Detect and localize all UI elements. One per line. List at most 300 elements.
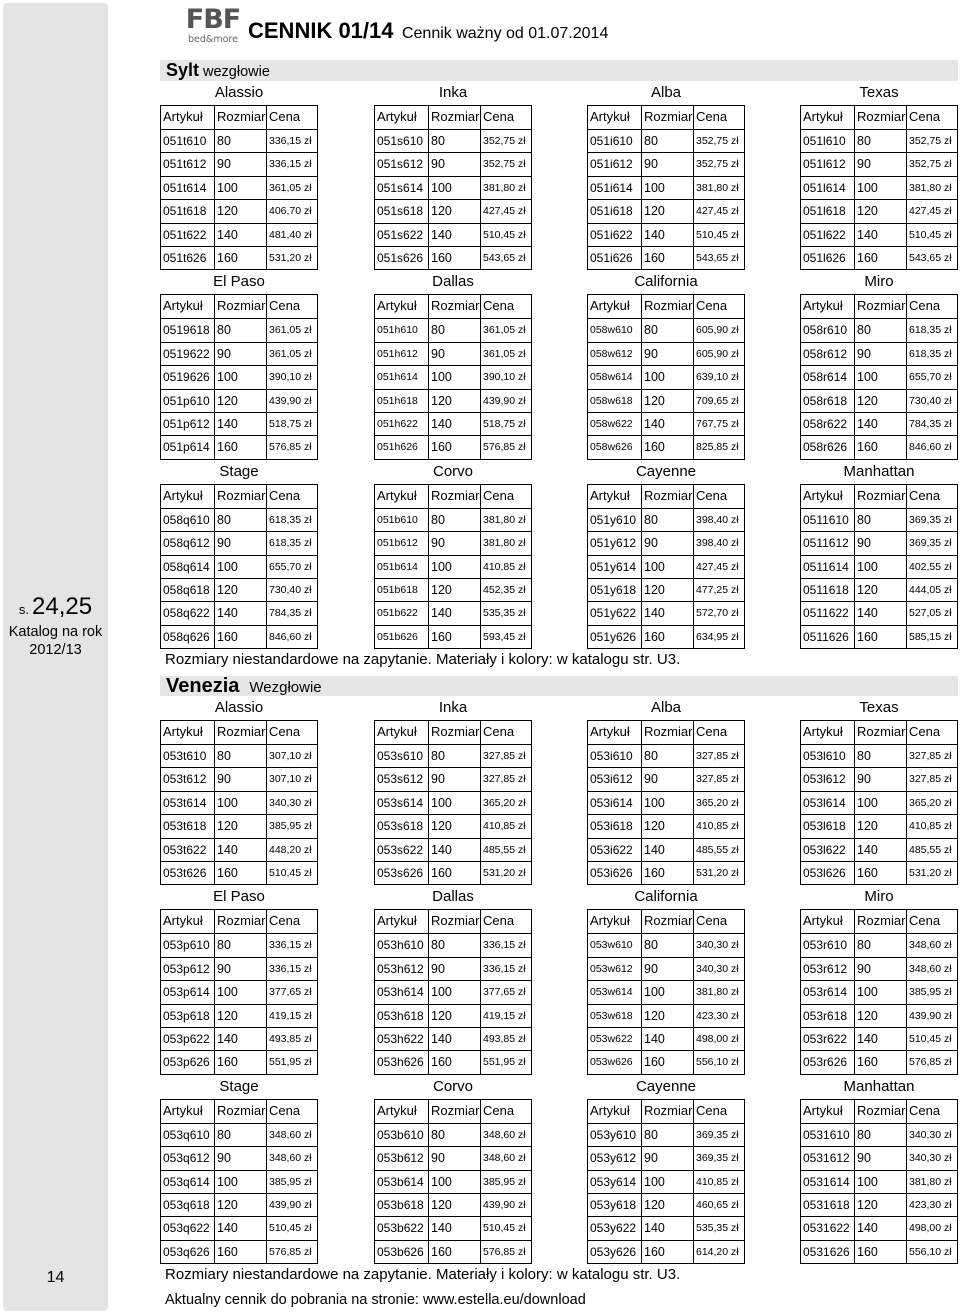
model-name: California bbox=[634, 888, 698, 906]
size-value: 100 bbox=[429, 366, 481, 388]
article-code: 0519622 bbox=[161, 343, 215, 365]
table-row bbox=[588, 1146, 744, 1169]
price-table-group bbox=[587, 696, 745, 885]
table-row bbox=[801, 1170, 957, 1193]
size-value: 80 bbox=[855, 509, 907, 531]
price-value: 485,55 zł bbox=[909, 843, 952, 856]
article-code: 058r614 bbox=[801, 366, 855, 388]
price-value: 336,15 zł bbox=[269, 158, 312, 171]
table-row bbox=[588, 767, 744, 790]
size-value: 140 bbox=[642, 1028, 694, 1050]
article-code: 053s612 bbox=[375, 768, 429, 790]
size-value: 160 bbox=[855, 862, 907, 884]
table-row bbox=[588, 389, 744, 412]
size-value: 120 bbox=[642, 579, 694, 601]
model-block bbox=[160, 270, 958, 459]
table-row bbox=[801, 957, 957, 980]
model-name: California bbox=[634, 273, 698, 291]
price-value: 605,90 zł bbox=[696, 324, 739, 337]
price-value: 377,65 zł bbox=[483, 986, 526, 999]
article-code: 053b612 bbox=[375, 1147, 429, 1169]
article-code: 053t610 bbox=[161, 745, 215, 767]
table-header-row bbox=[588, 910, 744, 933]
size-value: 90 bbox=[215, 532, 267, 554]
column-header-size: Rozmiar bbox=[855, 485, 907, 508]
table-row bbox=[588, 435, 744, 458]
size-value: 160 bbox=[215, 1051, 267, 1073]
size-value: 100 bbox=[855, 792, 907, 814]
size-value: 100 bbox=[429, 177, 481, 199]
article-code: 051b612 bbox=[375, 532, 429, 554]
article-code: 051h614 bbox=[375, 366, 429, 388]
price-value: 730,40 zł bbox=[909, 394, 952, 407]
article-code: 058q614 bbox=[161, 556, 215, 578]
article-code: 053t622 bbox=[161, 839, 215, 861]
article-code: 053w612 bbox=[588, 958, 642, 980]
table-row bbox=[375, 767, 531, 790]
price-table-group bbox=[374, 270, 532, 459]
price-value: 398,40 zł bbox=[696, 513, 739, 526]
size-value: 120 bbox=[855, 1005, 907, 1027]
price-value: 365,20 zł bbox=[696, 796, 739, 809]
model-name: Inka bbox=[438, 84, 468, 101]
price-value: 493,85 zł bbox=[483, 1032, 526, 1045]
article-code: 058r626 bbox=[801, 436, 855, 458]
column-header-article: Artykuł bbox=[801, 106, 855, 129]
table-row bbox=[375, 176, 531, 199]
column-header-article: Artykuł bbox=[375, 910, 429, 933]
table-row bbox=[161, 933, 317, 956]
article-code: 053p622 bbox=[161, 1028, 215, 1050]
price-value: 784,35 zł bbox=[909, 417, 952, 430]
article-code: 053p618 bbox=[161, 1005, 215, 1027]
price-value: 543,65 zł bbox=[696, 251, 739, 264]
article-code: 058q618 bbox=[161, 579, 215, 601]
size-value: 160 bbox=[215, 1241, 267, 1263]
table-row bbox=[801, 980, 957, 1003]
price-table bbox=[160, 105, 318, 270]
price-value: 618,35 zł bbox=[909, 324, 952, 337]
price-value: 576,85 zł bbox=[269, 1245, 312, 1258]
price-value: 307,10 zł bbox=[269, 773, 312, 786]
table-row bbox=[588, 555, 744, 578]
document-title: CENNIK 01/14 bbox=[248, 18, 394, 43]
article-code: 051t622 bbox=[161, 224, 215, 246]
price-value: 551,95 zł bbox=[483, 1056, 526, 1069]
price-value: 439,90 zł bbox=[909, 1009, 952, 1022]
column-header-size: Rozmiar bbox=[855, 721, 907, 744]
article-code: 0531618 bbox=[801, 1194, 855, 1216]
size-value: 90 bbox=[429, 768, 481, 790]
column-header-article: Artykuł bbox=[375, 106, 429, 129]
table-row bbox=[588, 508, 744, 531]
size-value: 160 bbox=[429, 1241, 481, 1263]
table-row bbox=[588, 531, 744, 554]
column-header-size: Rozmiar bbox=[215, 1100, 267, 1123]
size-value: 100 bbox=[855, 556, 907, 578]
table-row bbox=[588, 223, 744, 246]
table-row bbox=[375, 199, 531, 222]
size-value: 100 bbox=[215, 366, 267, 388]
price-value: 535,35 zł bbox=[696, 1222, 739, 1235]
table-row bbox=[375, 365, 531, 388]
price-value: 784,35 zł bbox=[269, 607, 312, 620]
price-value: 444,05 zł bbox=[909, 583, 952, 596]
model-name: El Paso bbox=[213, 273, 265, 291]
column-header-price: Cena bbox=[696, 487, 728, 503]
article-code: 053i626 bbox=[588, 862, 642, 884]
column-header-size: Rozmiar bbox=[215, 485, 267, 508]
article-code: 053i612 bbox=[588, 768, 642, 790]
size-value: 80 bbox=[215, 130, 267, 152]
column-header-article: Artykuł bbox=[161, 106, 215, 129]
size-value: 90 bbox=[855, 768, 907, 790]
article-code: 053h622 bbox=[375, 1028, 429, 1050]
table-row bbox=[801, 389, 957, 412]
table-row bbox=[801, 152, 957, 175]
price-table-group bbox=[587, 270, 745, 459]
size-value: 140 bbox=[215, 839, 267, 861]
table-row bbox=[375, 129, 531, 152]
column-header-article: Artykuł bbox=[161, 721, 215, 744]
price-value: 576,85 zł bbox=[909, 1056, 952, 1069]
article-code: 053y614 bbox=[588, 1171, 642, 1193]
catalog-year: 2012/13 bbox=[29, 642, 82, 658]
price-value: 381,80 zł bbox=[909, 181, 952, 194]
price-value: 639,10 zł bbox=[696, 371, 739, 384]
table-row bbox=[801, 1193, 957, 1216]
table-row bbox=[801, 342, 957, 365]
table-row bbox=[375, 318, 531, 341]
article-code: 051l614 bbox=[801, 177, 855, 199]
model-name: Corvo bbox=[432, 1077, 473, 1095]
size-value: 140 bbox=[642, 224, 694, 246]
price-value: 427,45 zł bbox=[696, 560, 739, 573]
size-value: 120 bbox=[642, 815, 694, 837]
article-code: 051s614 bbox=[375, 177, 429, 199]
size-value: 100 bbox=[855, 1171, 907, 1193]
article-code: 053y612 bbox=[588, 1147, 642, 1169]
table-row bbox=[588, 1193, 744, 1216]
column-header-article: Artykuł bbox=[588, 910, 642, 933]
price-value: 498,00 zł bbox=[696, 1032, 739, 1045]
size-value: 160 bbox=[855, 1051, 907, 1073]
price-table bbox=[587, 484, 745, 649]
size-value: 80 bbox=[429, 130, 481, 152]
size-value: 160 bbox=[642, 626, 694, 648]
table-row bbox=[161, 1050, 317, 1073]
column-header-size: Rozmiar bbox=[215, 295, 267, 318]
size-value: 160 bbox=[855, 626, 907, 648]
table-header-row bbox=[161, 485, 317, 508]
price-table bbox=[374, 1099, 532, 1264]
size-value: 140 bbox=[215, 1028, 267, 1050]
price-value: 381,80 zł bbox=[696, 181, 739, 194]
size-value: 90 bbox=[215, 958, 267, 980]
table-row bbox=[375, 508, 531, 531]
article-code: 051t618 bbox=[161, 200, 215, 222]
price-table bbox=[800, 1099, 958, 1264]
table-row bbox=[588, 199, 744, 222]
price-table bbox=[374, 294, 532, 459]
price-value: 348,60 zł bbox=[909, 962, 952, 975]
table-row bbox=[801, 1123, 957, 1146]
table-row bbox=[375, 1050, 531, 1073]
model-name: Texas bbox=[859, 84, 899, 101]
size-value: 90 bbox=[642, 343, 694, 365]
article-code: 053r612 bbox=[801, 958, 855, 980]
table-row bbox=[161, 1240, 317, 1263]
price-value: 655,70 zł bbox=[909, 371, 952, 384]
size-value: 80 bbox=[429, 745, 481, 767]
table-header-row bbox=[588, 295, 744, 318]
article-code: 0531610 bbox=[801, 1124, 855, 1146]
table-header-row bbox=[161, 721, 317, 744]
size-value: 140 bbox=[642, 839, 694, 861]
size-value: 90 bbox=[429, 1147, 481, 1169]
price-value: 402,55 zł bbox=[909, 560, 952, 573]
table-row bbox=[161, 318, 317, 341]
price-table-group bbox=[800, 885, 958, 1074]
size-value: 160 bbox=[642, 1241, 694, 1263]
size-value: 100 bbox=[429, 981, 481, 1003]
article-code: 053b610 bbox=[375, 1124, 429, 1146]
table-row bbox=[375, 601, 531, 624]
model-block bbox=[160, 460, 958, 649]
article-code: 051b614 bbox=[375, 556, 429, 578]
column-header-article: Artykuł bbox=[161, 1100, 215, 1123]
size-value: 160 bbox=[215, 247, 267, 269]
price-table-group bbox=[800, 696, 958, 885]
article-code: 058q610 bbox=[161, 509, 215, 531]
table-row bbox=[588, 933, 744, 956]
article-code: 053i614 bbox=[588, 792, 642, 814]
price-value: 336,15 zł bbox=[269, 135, 312, 147]
column-header-article: Artykuł bbox=[588, 485, 642, 508]
price-table-group bbox=[587, 1075, 745, 1264]
size-value: 100 bbox=[642, 366, 694, 388]
price-table bbox=[160, 1099, 318, 1264]
price-value: 419,15 zł bbox=[269, 1009, 312, 1022]
article-code: 053l614 bbox=[801, 792, 855, 814]
validity-date: Cennik ważny od 01.07.2014 bbox=[401, 25, 609, 42]
column-header-size: Rozmiar bbox=[429, 106, 481, 129]
size-value: 160 bbox=[642, 1051, 694, 1073]
price-value: 352,75 zł bbox=[696, 158, 739, 171]
table-row bbox=[375, 838, 531, 861]
column-header-size: Rozmiar bbox=[215, 106, 267, 129]
size-value: 140 bbox=[855, 602, 907, 624]
table-header-row bbox=[375, 721, 531, 744]
table-row bbox=[375, 435, 531, 458]
price-value: 352,75 zł bbox=[909, 135, 952, 147]
table-row bbox=[801, 129, 957, 152]
price-table bbox=[374, 484, 532, 649]
article-code: 053l626 bbox=[801, 862, 855, 884]
article-code: 053h618 bbox=[375, 1005, 429, 1027]
table-row bbox=[588, 318, 744, 341]
price-value: 535,35 zł bbox=[483, 607, 526, 620]
column-header-article: Artykuł bbox=[375, 295, 429, 318]
article-code: 053b614 bbox=[375, 1171, 429, 1193]
article-code: 0511610 bbox=[801, 509, 855, 531]
article-code: 053w622 bbox=[588, 1028, 642, 1050]
article-code: 053q612 bbox=[161, 1147, 215, 1169]
price-value: 361,05 zł bbox=[269, 324, 312, 337]
table-row bbox=[801, 601, 957, 624]
price-table bbox=[160, 909, 318, 1074]
model-name: Manhattan bbox=[843, 462, 915, 480]
price-value: 327,85 zł bbox=[909, 773, 952, 786]
article-code: 053w618 bbox=[588, 1005, 642, 1027]
article-code: 053q618 bbox=[161, 1194, 215, 1216]
article-code: 053r610 bbox=[801, 934, 855, 956]
column-header-size: Rozmiar bbox=[215, 721, 267, 744]
size-value: 160 bbox=[855, 1241, 907, 1263]
table-row bbox=[588, 1216, 744, 1239]
section-title bbox=[160, 60, 958, 81]
article-code: 051y612 bbox=[588, 532, 642, 554]
price-table-group bbox=[374, 1075, 532, 1264]
price-value: 605,90 zł bbox=[696, 347, 739, 360]
price-value: 709,65 zł bbox=[696, 394, 739, 407]
table-row bbox=[161, 412, 317, 435]
section-subtitle: Wezgłowie bbox=[249, 679, 322, 696]
size-value: 160 bbox=[642, 862, 694, 884]
table-row bbox=[801, 508, 957, 531]
table-row bbox=[161, 508, 317, 531]
custom-size-note: Rozmiary niestandardowe na zapytanie. Materiały i kolory: w katalogu str. U3. bbox=[165, 1266, 681, 1284]
price-table bbox=[587, 105, 745, 270]
size-value: 100 bbox=[215, 1171, 267, 1193]
size-value: 100 bbox=[642, 177, 694, 199]
size-value: 160 bbox=[215, 626, 267, 648]
table-row bbox=[801, 435, 957, 458]
price-table bbox=[800, 105, 958, 270]
model-name: Manhattan bbox=[843, 1077, 915, 1095]
article-code: 051l626 bbox=[801, 247, 855, 269]
table-row bbox=[161, 1004, 317, 1027]
article-code: 053y610 bbox=[588, 1124, 642, 1146]
column-header-size: Rozmiar bbox=[429, 721, 481, 744]
price-value: 460,65 zł bbox=[696, 1198, 739, 1211]
price-value: 510,45 zł bbox=[483, 1222, 526, 1235]
size-value: 100 bbox=[215, 981, 267, 1003]
table-row bbox=[801, 246, 957, 269]
column-header-article: Artykuł bbox=[801, 721, 855, 744]
price-value: 361,05 zł bbox=[483, 347, 526, 360]
price-value: 365,20 zł bbox=[909, 796, 952, 809]
table-header-row bbox=[801, 106, 957, 129]
column-header-price: Cena bbox=[909, 913, 941, 929]
price-value: 390,10 zł bbox=[483, 371, 526, 384]
column-header-price: Cena bbox=[696, 1102, 728, 1118]
article-code: 051h612 bbox=[375, 343, 429, 365]
table-header-row bbox=[161, 295, 317, 318]
table-row bbox=[801, 365, 957, 388]
model-name: El Paso bbox=[213, 888, 265, 906]
section-tables bbox=[160, 696, 958, 1264]
table-header-row bbox=[801, 485, 957, 508]
size-value: 120 bbox=[215, 390, 267, 412]
price-value: 327,85 zł bbox=[696, 750, 739, 762]
table-header-row bbox=[375, 1100, 531, 1123]
table-row bbox=[161, 838, 317, 861]
column-header-price: Cena bbox=[909, 1102, 941, 1118]
article-code: 0531612 bbox=[801, 1147, 855, 1169]
column-header-price: Cena bbox=[269, 487, 301, 503]
article-code: 051p612 bbox=[161, 413, 215, 435]
size-value: 140 bbox=[429, 224, 481, 246]
article-code: 051h618 bbox=[375, 390, 429, 412]
size-value: 120 bbox=[429, 579, 481, 601]
price-table bbox=[374, 105, 532, 270]
table-row bbox=[801, 1004, 957, 1027]
article-code: 051p614 bbox=[161, 436, 215, 458]
price-table-group bbox=[160, 270, 318, 459]
article-code: 051b618 bbox=[375, 579, 429, 601]
table-row bbox=[375, 1004, 531, 1027]
price-value: 327,85 zł bbox=[483, 773, 526, 786]
table-row bbox=[161, 246, 317, 269]
price-value: 634,95 zł bbox=[696, 630, 739, 643]
table-row bbox=[161, 861, 317, 884]
size-value: 100 bbox=[855, 366, 907, 388]
price-value: 352,75 zł bbox=[909, 158, 952, 171]
column-header-article: Artykuł bbox=[161, 485, 215, 508]
table-row bbox=[801, 933, 957, 956]
table-row bbox=[375, 861, 531, 884]
size-value: 120 bbox=[429, 1194, 481, 1216]
size-value: 160 bbox=[429, 247, 481, 269]
price-table-group bbox=[160, 81, 318, 270]
article-code: 053b626 bbox=[375, 1241, 429, 1263]
article-code: 053h612 bbox=[375, 958, 429, 980]
model-name: Inka bbox=[438, 699, 468, 716]
column-header-size: Rozmiar bbox=[855, 1100, 907, 1123]
price-value: 348,60 zł bbox=[483, 1152, 526, 1165]
article-code: 058r622 bbox=[801, 413, 855, 435]
price-value: 531,20 zł bbox=[269, 251, 312, 264]
size-value: 90 bbox=[429, 532, 481, 554]
article-code: 053i610 bbox=[588, 745, 642, 767]
price-list-title bbox=[248, 17, 608, 48]
price-value: 398,40 zł bbox=[696, 537, 739, 550]
column-header-size: Rozmiar bbox=[642, 910, 694, 933]
price-value: 846,60 zł bbox=[269, 630, 312, 643]
table-row bbox=[161, 435, 317, 458]
price-value: 336,15 zł bbox=[269, 939, 312, 952]
article-code: 053t626 bbox=[161, 862, 215, 884]
table-row bbox=[161, 1193, 317, 1216]
price-value: 381,80 zł bbox=[696, 986, 739, 999]
table-row bbox=[588, 1240, 744, 1263]
price-value: 381,80 zł bbox=[483, 181, 526, 194]
article-code: 058w618 bbox=[588, 390, 642, 412]
price-table bbox=[160, 484, 318, 649]
model-name: Miro bbox=[864, 888, 894, 906]
column-header-size: Rozmiar bbox=[642, 721, 694, 744]
price-value: 336,15 zł bbox=[483, 962, 526, 975]
article-code: 053b622 bbox=[375, 1217, 429, 1239]
price-value: 348,60 zł bbox=[483, 1128, 526, 1141]
article-code: 053r622 bbox=[801, 1028, 855, 1050]
table-header-row bbox=[588, 485, 744, 508]
section-name: Sylt bbox=[166, 60, 200, 80]
price-table-group bbox=[587, 460, 745, 649]
column-header-size: Rozmiar bbox=[855, 910, 907, 933]
article-code: 0511626 bbox=[801, 626, 855, 648]
